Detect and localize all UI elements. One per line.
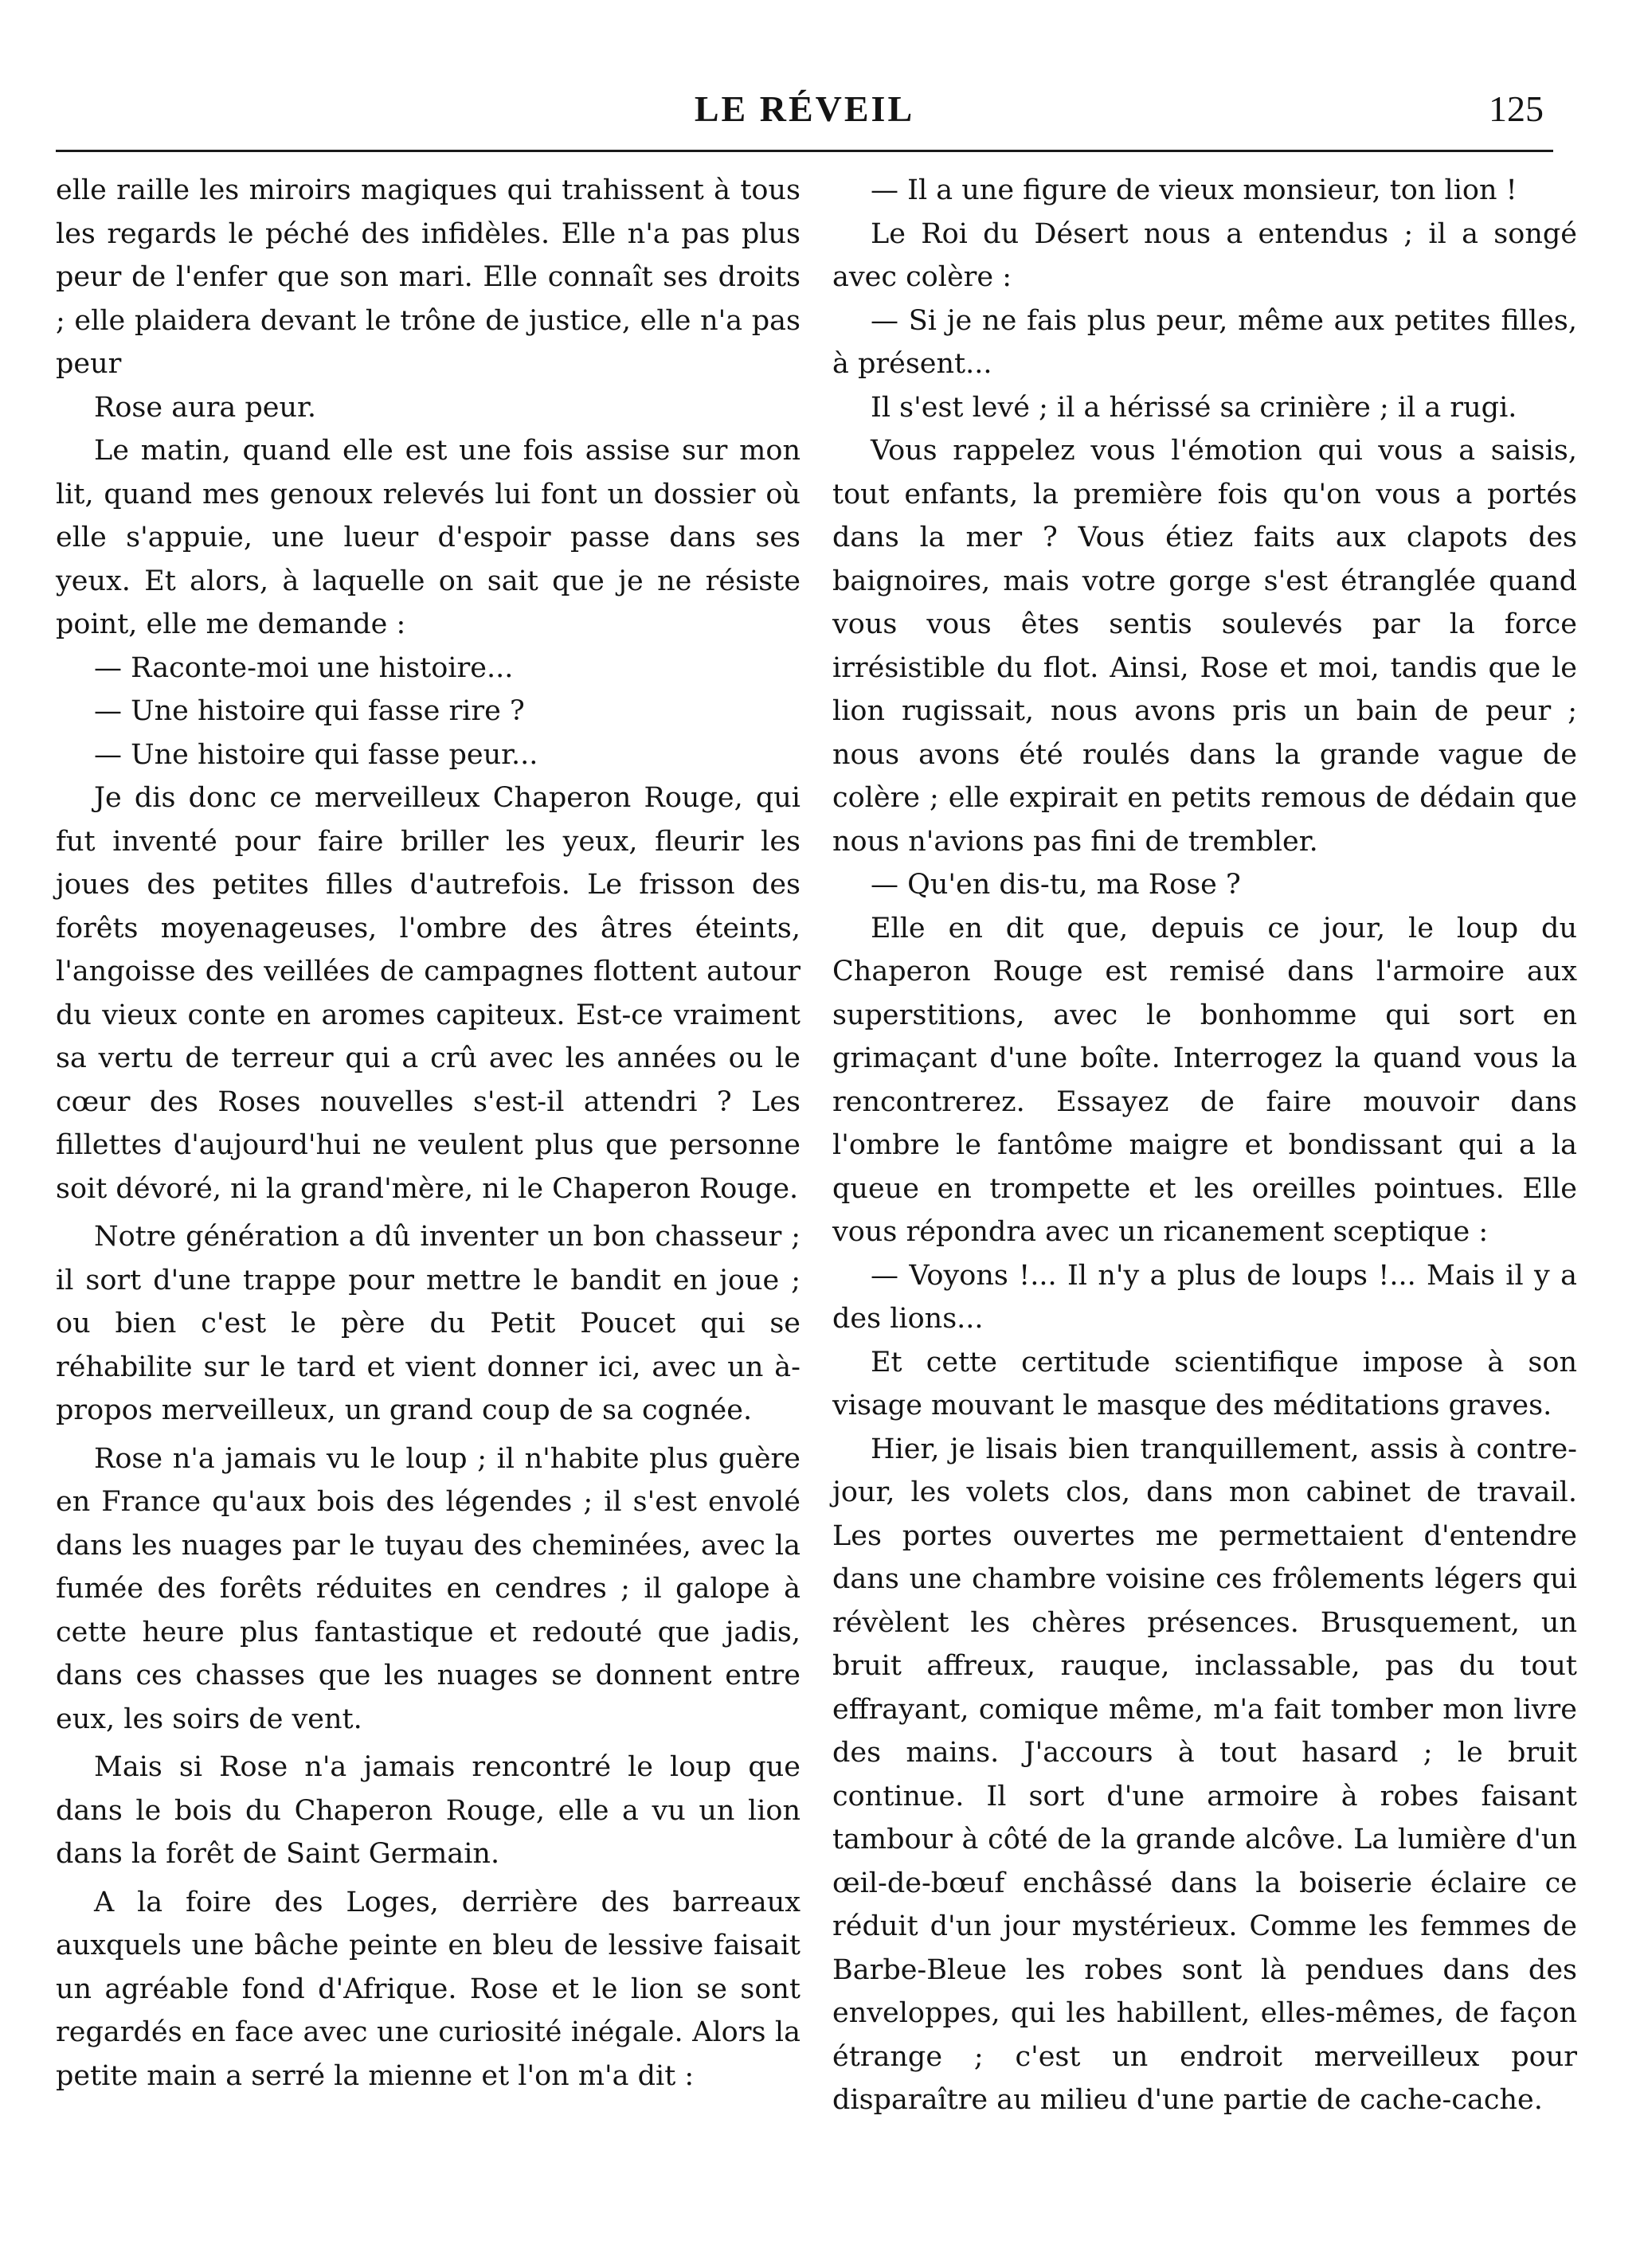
right-column	[832, 169, 1577, 2122]
dialogue-line: — Raconte-moi une histoire...	[94, 651, 514, 684]
paragraph: Vous rappelez vous l'émotion qui vous a saisis, tout enfants, la première fois qu'on vous a portés dans la mer ? Vous étiez faits aux clapots des baignoires, mais votre gorge s'est étranglée quand vous vous êtes sentis soulevés par la force irrésistible du flot. Ainsi, Rose et moi, tandis que le lion rugissait, nous avons pris un bain de peur ; nous avons été roulés dans la grande vague de colère ; elle expirait en petits remous de dédain que nous n'avions pas fini de trembler.	[832, 435, 1577, 858]
paragraph: A la foire des Loges, derrière des barreaux auxquels une bâche peinte en bleu de lessive faisait un agréable fond d'Afrique. Rose et le lion se sont regardés en face avec une curiosité inégale. Alors la petite main a serré la mienne et l'on m'a dit :	[56, 1886, 800, 2092]
dialogue-line: — Une histoire qui fasse peur...	[94, 738, 538, 771]
paragraph: Mais si Rose n'a jamais rencontré le loup que dans le bois du Chaperon Rouge, elle a vu un lion dans la forêt de Saint Germain.	[56, 1751, 800, 1870]
paragraph: Elle en dit que, depuis ce jour, le loup du Chaperon Rouge est remisé dans l'armoire aux superstitions, avec le bonhomme qui sort en grimaçant d'une boîte. Interrogez la quand vous la rencontrerez. Essayez de faire mouvoir dans l'ombre le fantôme maigre et bondissant qui a la queue en trompette et les oreilles pointues. Elle vous répondra avec un ricanement sceptique :	[832, 912, 1577, 1248]
running-header	[56, 81, 1553, 143]
paragraph: Rose n'a jamais vu le loup ; il n'habite plus guère en France qu'aux bois des légendes ; il s'est envolé dans les nuages par le tuyau des cheminées, avec la fumée des forêts réduites en cendres ; il galope à cette heure plus fantastique et redouté que jadis, dans ces chasses que les nuages se donnent entre eux, les soirs de vent.	[56, 1442, 800, 1735]
dialogue-line: — Une histoire qui fasse rire ?	[94, 695, 525, 727]
paragraph: Hier, je lisais bien tranquillement, assis à contre-jour, les volets clos, dans mon cabinet de travail. Les portes ouvertes me permettaient d'entendre dans une chambre voisine ces frôlements légers qui révèlent les chères présences. Brusquement, un bruit affreux, rauque, inclassable, pas du tout effrayant, comique même, m'a fait tomber mon livre des mains. J'accours à tout hasard ; le bruit continue. Il sort d'une armoire à robes faisant tambour à côté de la grande alcôve. La lumière d'un œil-de-bœuf enchâssé dans la boiserie éclaire ce réduit d'un jour mystérieux. Comme les femmes de Barbe-Bleue les robes sont là pendues dans des enveloppes, qui les habillent, elles-mêmes, de façon étrange ; c'est un endroit merveilleux pour disparaître au milieu d'une partie de cache-cache.	[832, 1433, 1577, 2116]
paragraph: Le matin, quand elle est une fois assise sur mon lit, quand mes genoux relevés lui font un dossier où elle s'appuie, une lueur d'espoir passe dans ses yeux. Et alors, à laquelle on sait que je ne résiste point, elle me demande :	[56, 435, 800, 640]
paragraph: Je dis donc ce merveilleux Chaperon Rouge, qui fut inventé pour faire briller les yeux, fleurir les joues des petites filles d'autrefois. Le frisson des forêts moyenageuses, l'ombre des âtres éteints, l'angoisse des veillées de campagnes flottent autour du vieux conte en aromes capiteux. Est-ce vraiment sa vertu de terreur qui a crû avec les années ou le cœur des Roses nouvelles s'est-il attendri ? Les fillettes d'aujourd'hui ne veulent plus que personne soit dévoré, ni la grand'mère, ni le Chaperon Rouge.	[56, 782, 800, 1205]
dialogue-line: — Qu'en dis-tu, ma Rose ?	[871, 869, 1241, 901]
paragraph: Notre génération a dû inventer un bon chasseur ; il sort d'une trappe pour mettre le bandit en joue ; ou bien c'est le père du Petit Poucet qui se réhabilite sur le tard et vient donner ici, avec un à-propos merveilleux, un grand coup de sa cognée.	[56, 1221, 800, 1426]
dialogue-line: — Il a une figure de vieux monsieur, ton lion !	[871, 174, 1517, 206]
paragraph: elle raille les miroirs magiques qui trahissent à tous les regards le péché des infidèles. Elle n'a pas plus peur de l'enfer que son mari. Elle connaît ses droits ; elle plaidera devant le trône de justice, elle n'a pas peur	[56, 174, 800, 380]
paragraph: Et cette certitude scientifique impose à son visage mouvant le masque des méditations graves.	[832, 1346, 1577, 1421]
dialogue-line: — Voyons !... Il n'y a plus de loups !... Mais il y a des lions...	[832, 1259, 1577, 1335]
paragraph: Il s'est levé ; il a hérissé sa crinière ; il a rugi.	[871, 391, 1517, 424]
page-number: 125	[1489, 88, 1544, 129]
dialogue-line: — Si je ne fais plus peur, même aux petites filles, à présent...	[832, 304, 1577, 380]
paragraph: Le Roi du Désert nous a entendus ; il a songé avec colère :	[832, 217, 1577, 293]
header-rule	[56, 150, 1553, 152]
paragraph: Rose aura peur.	[94, 391, 317, 424]
journal-title: LE RÉVEIL	[694, 88, 915, 129]
left-column	[56, 169, 800, 2098]
